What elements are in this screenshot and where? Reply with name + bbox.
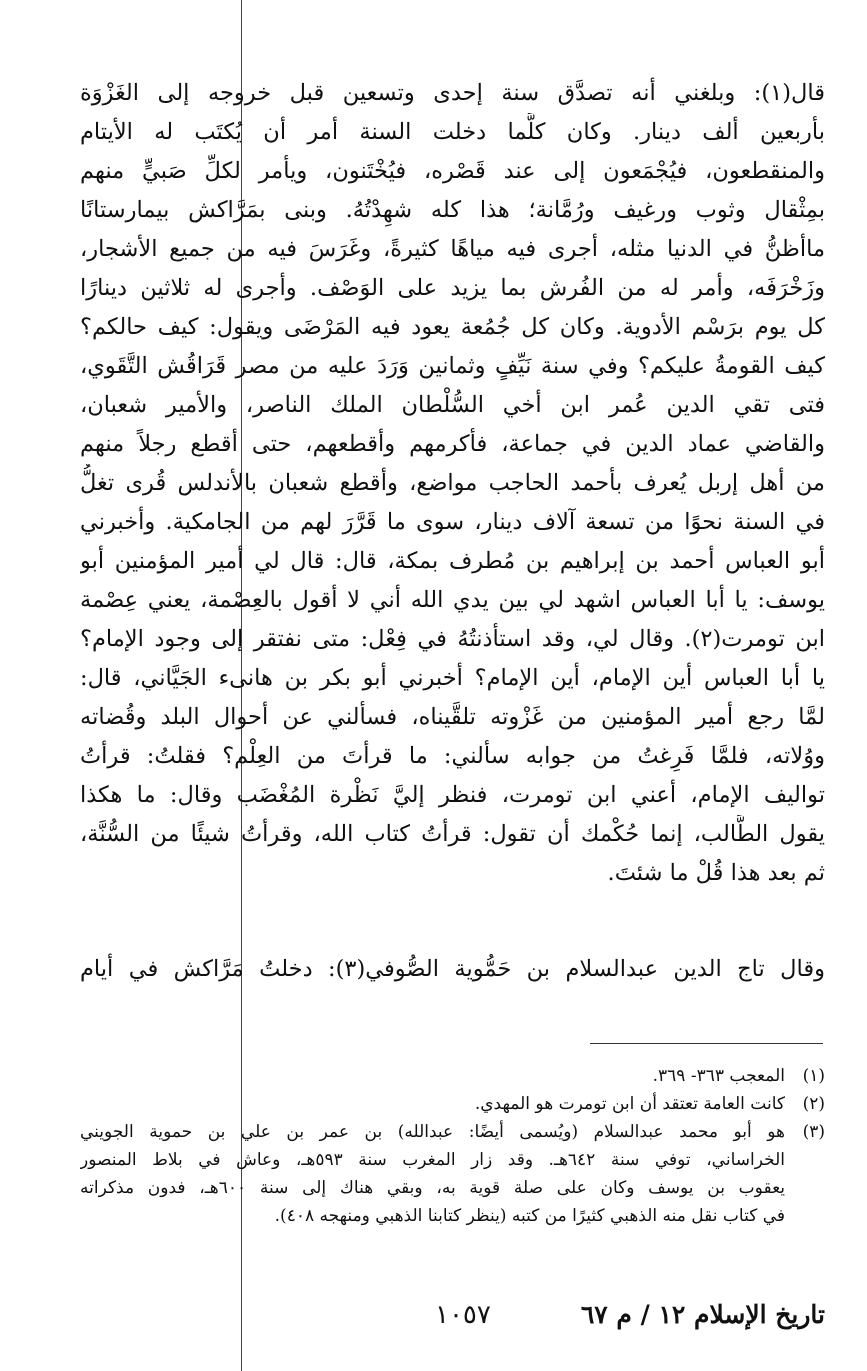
footnote-line: هو أبو محمد عبدالسلام (ويُسمى أيضًا: عبدالله) بن عمر بن علي بن حموية الجويني [80,1122,785,1142]
footnote-line: الخراساني، توفي سنة ٦٤٢هـ. وقد زار المغرب سنة ٥٩٣هـ، وعاش في بلاط المنصور [80,1150,785,1170]
text-line: وقال تاج الدين عبدالسلام بن حَمُّوية الصُّوفي(٣): دخلتُ مَرَّاكش في أيام [80,956,825,982]
footnote [80,1062,825,1090]
page-number: ١٠٥٧ [435,1300,491,1330]
footnotes [80,1062,825,1230]
footnote [80,1118,825,1230]
text-line: كل يوم برَسْم الأدوية. وكان كل جُمُعة يعود فيه المَرْضَى ويقول: كيف حالكم؟ [80,314,825,340]
text-line: في السنة نحوًا من تسعة آلاف دينار، سوى ما قَرَّرَ لهم من الجامكية. وأخبرني [80,509,825,535]
text-line: ثم بعد هذا قُلْ ما شئتَ. [607,860,825,886]
text-line: والمنقطعون، فيُجْمَعون إلى عند قَصْره، فيُخْتَنون، ويأمر لكلِّ صَبيٍّ منهم [80,158,825,184]
footnote-line: المعجب ٣٦٣- ٣٦٩. [652,1066,785,1086]
footnote [80,1090,825,1118]
text-line: من أهل إربل يُعرف بأحمد الحاجب مواضع، وأقطع شعبان بالأندلس قُرى تغلُّ [80,470,825,496]
second-paragraph [80,950,825,989]
text-line: ووُلاته، فلمَّا فَرِغتُ من جوابه سألني: ما قرأتَ من العِلْم؟ فقلتُ: قرأتُ [80,743,825,769]
page-footer [80,1300,825,1340]
text-line: قال(١): وبلغني أنه تصدَّق سنة إحدى وتسعين قبل خروجه إلى الغَزْوَة [80,80,825,106]
main-text-paragraph [80,74,825,893]
text-line: لمَّا رجع أمير المؤمنين من غَزْوته تلقَّيناه، فسألني عن أحوال البلد وقُضاته [80,704,825,730]
text-line: ابن تومرت(٢). وقال لي، وقد استأذنتُهُ في فِعْل: متى نفتقر إلى وجود الإمام؟ [80,626,825,652]
footnote-line: في كتاب نقل منه الذهبي كثيرًا من كتبه (ينظر كتابنا الذهبي ومنهجه ٤٠٨). [274,1206,785,1226]
footnote-text [80,1118,785,1230]
text-line: أبو العباس أحمد بن إبراهيم بن مُطرف بمكة، قال: قال لي أمير المؤمنين أبو [80,548,825,574]
text-line: ماأظنُّ في الدنيا مثله، أجرى فيه مياهًا كثيرةً، وغَرَسَ فيه من جميع الأشجار، [80,236,825,262]
footnote-separator [590,1043,823,1044]
footnote-number: (١) [802,1066,825,1086]
footnote-line: كانت العامة تعتقد أن ابن تومرت هو المهدي. [474,1094,785,1114]
text-line: يقول الطَّالب، إنما حُكْمك أن تقول: قرأتُ كتاب الله، وقرأتُ شيئًا من السُّنَّة، [80,821,825,847]
text-line: يا أبا العباس أين الإمام، أين الإمام؟ أخبرني أبو بكر بن هانىء الجَيَّاني، قال: [80,665,825,691]
footnote-text [80,1062,785,1090]
text-line: فتى تقي الدين عُمر ابن أخي السُّلْطان الملك الناصر، والأمير شعبان، [80,392,825,418]
text-line: وزَخْرَفَه، وأمر له من الفُرش بما يزيد على الوَصْف. وأجرى له ثلاثين دينارًا [80,275,825,301]
text-line: والقاضي عماد الدين في جماعة، فأكرمهم وأقطعهم، حتى أقطع رجلاً منهم [80,431,825,457]
text-line: يوسف: يا أبا العباس اشهد لي بين يدي الله أني لا أقول بالعِصْمة، يعني عِصْمة [80,587,825,613]
footnote-number: (٣) [802,1122,825,1142]
footnote-line: يعقوب بن يوسف وكان على صلة قوية به، وبقي هناك إلى سنة ٦٠٠هـ، فدون مذكراته [80,1178,785,1198]
text-line: بأربعين ألف دينار. وكان كلَّما دخلت السنة أمر أن يُكتَب له الأيتام [80,119,825,145]
text-line: كيف القومةُ عليكم؟ وفي سنة نَيِّفٍ وثمانين وَرَدَ عليه من مصر قَرَاقُش التَّقَوي، [80,353,825,379]
text-line: بمِثْقال وثوب ورغيف ورُمَّانة؛ هذا كله شهِدْتُهُ. وبنى بمَرَّاكش بيمارستانًا [80,197,825,223]
footnote-text [80,1090,785,1118]
text-line: تواليف الإمام، أعني ابن تومرت، فنظر إليَّ نَظْرة المُغْضَب وقال: ما هكذا [80,782,825,808]
footnote-number: (٢) [802,1094,825,1114]
running-title: تاريخ الإسلام ١٢ / م ٦٧ [580,1300,825,1329]
